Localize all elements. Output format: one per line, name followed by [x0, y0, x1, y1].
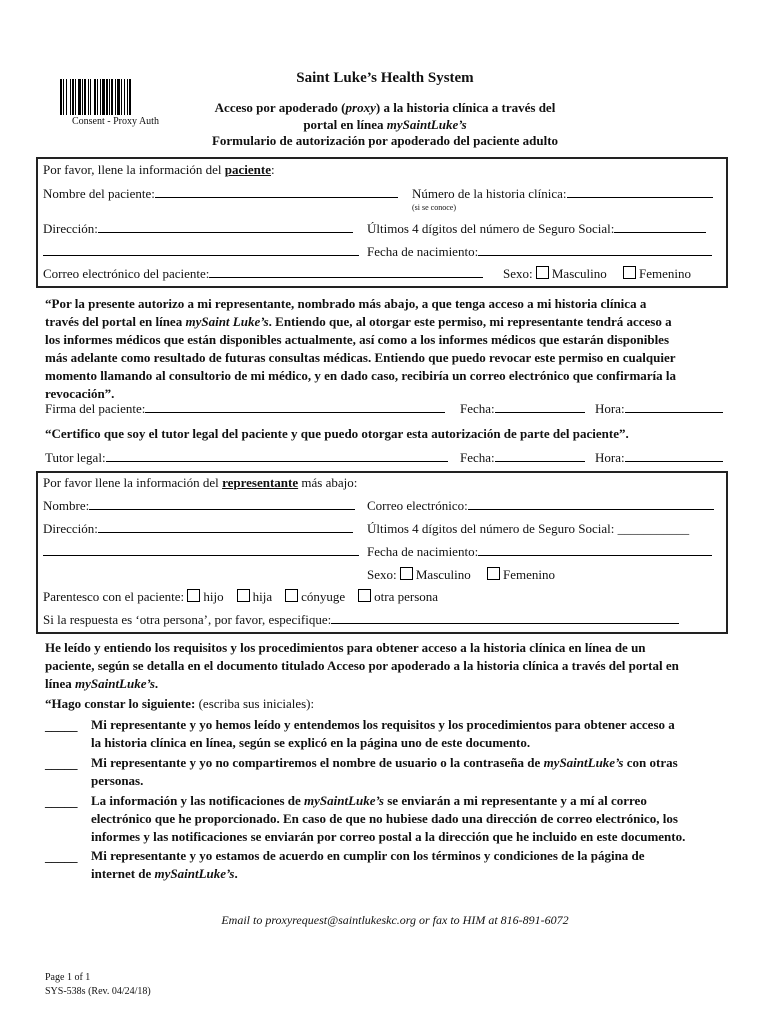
guardian-field[interactable]: Tutor legal: — [45, 450, 448, 466]
relationship-field: Parentesco con el paciente: hijo hija cónyuge otra persona — [43, 589, 439, 604]
acknowledgement-statement: He leído y entiendo los requisitos y los procedimientos para obtener acceso a la historia clínica en línea de un paciente, según se detalla en el documento titulado Acceso por apoderado a la historia clínica a través del portal en línea mySaintLuke’s. — [45, 640, 679, 691]
representative-address-field[interactable]: Dirección: — [43, 521, 353, 537]
patient-address-line2[interactable] — [43, 244, 359, 260]
form-title-line2: portal en línea mySaintLuke’s — [303, 117, 467, 132]
guardian-statement: “Certifico que soy el tutor legal del paciente y que puedo otorgar esta autorización de parte del paciente”. — [45, 426, 629, 441]
contact-info: Email to proxyrequest@saintlukeskc.org or fax to HIM at 816-891-6072 — [221, 913, 569, 927]
form-title-line1: Acceso por apoderado (proxy) a la historia clínica a través del — [214, 100, 556, 115]
patient-dob-field[interactable]: Fecha de nacimiento: — [367, 244, 712, 260]
patient-intro: Por favor, llene la información del paciente: — [43, 162, 275, 177]
signature-time-field[interactable]: Hora: — [595, 401, 723, 417]
representative-ssn-field[interactable]: Últimos 4 dígitos del número de Seguro Social: ___________ — [367, 521, 690, 536]
page-number: Page 1 of 1 — [45, 972, 91, 983]
patient-email-field[interactable]: Correo electrónico del paciente: — [43, 266, 483, 282]
rep-sex-female-checkbox[interactable] — [487, 567, 500, 580]
representative-dob-field[interactable]: Fecha de nacimiento: — [367, 544, 712, 560]
representative-name-field[interactable]: Nombre: — [43, 498, 355, 514]
medical-record-field[interactable]: Número de la historia clínica: — [412, 186, 713, 202]
initials-instruction: “Hago constar lo siguiente: (escriba sus iniciales): — [45, 696, 315, 711]
form-title-line3: Formulario de autorización por apoderado del paciente adulto — [211, 133, 559, 148]
initials-blank-3[interactable]: _____ — [45, 794, 78, 809]
guardian-time-field[interactable]: Hora: — [595, 450, 723, 466]
other-relation-field[interactable]: Si la respuesta es ‘otra persona’, por favor, especifique: — [43, 612, 679, 628]
patient-name-field[interactable]: Nombre del paciente: — [43, 186, 398, 202]
ack-item-4: Mi representante y yo estamos de acuerdo en cumplir con los términos y condiciones de la página de internet de mySaintLuke’s. — [91, 848, 645, 881]
if-known-note: (si se conoce) — [412, 203, 456, 212]
relation-daughter-checkbox[interactable] — [237, 589, 250, 602]
authorization-statement: “Por la presente autorizo a mi representante, nombrado más abajo, a que tenga acceso a mi historia clínica a través del portal en línea mySaint Luke’s. Entiendo que, al otorgar este permiso, mi representante tendrá acceso a los informes médicos que están disponibles actualmente, así como a los informes médicos que estarán disponibles más adelante como resultado de futuras consultas médicas. Entiendo que puedo revocar este permiso en cualquier momento llamando al consultorio de mi médico, y en dado caso, recibiría un correo electrónico que confirmaría la revocación”. — [45, 296, 677, 401]
initials-blank-2[interactable]: _____ — [45, 756, 78, 771]
relation-spouse-checkbox[interactable] — [285, 589, 298, 602]
relation-other-checkbox[interactable] — [358, 589, 371, 602]
sex-female-checkbox[interactable] — [623, 266, 636, 279]
barcode-caption: Consent - Proxy Auth — [72, 116, 159, 127]
form-id: SYS-538s (Rev. 04/24/18) — [45, 986, 151, 997]
representative-intro: Por favor llene la información del representante más abajo: — [43, 475, 358, 490]
representative-address-line2[interactable] — [43, 544, 359, 560]
ack-item-3: La información y las notificaciones de mySaintLuke’s se enviarán a mi representante y a mí al correo electrónico que he proporcionado. En caso de que no hubiese dado una dirección de correo electrónico, los informes y las notificaciones se enviarán por correo postal a la dirección que he incluido en este documento. — [91, 793, 686, 844]
patient-address-field[interactable]: Dirección: — [43, 221, 353, 237]
ack-item-1: Mi representante y yo hemos leído y entendemos los requisitos y los procedimientos para obtener acceso a la historia clínica en línea, según se explicó en la página uno de este documento. — [91, 717, 675, 750]
relation-son-checkbox[interactable] — [187, 589, 200, 602]
sex-male-checkbox[interactable] — [536, 266, 549, 279]
signature-date-field[interactable]: Fecha: — [460, 401, 585, 417]
representative-sex-field: Sexo: Masculino Femenino — [367, 567, 556, 582]
patient-sex-field: Sexo: Masculino Femenino — [503, 266, 692, 281]
guardian-date-field[interactable]: Fecha: — [460, 450, 585, 466]
representative-email-field[interactable]: Correo electrónico: — [367, 498, 714, 514]
initials-blank-1[interactable]: _____ — [45, 718, 78, 733]
organization-name: Saint Luke’s Health System — [296, 70, 474, 86]
patient-ssn-field[interactable]: Últimos 4 dígitos del número de Seguro Social: — [367, 221, 706, 237]
patient-signature-field[interactable]: Firma del paciente: — [45, 401, 445, 417]
ack-item-2: Mi representante y yo no compartiremos el nombre de usuario o la contraseña de mySaintLuke’s con otras personas. — [91, 755, 678, 788]
rep-sex-male-checkbox[interactable] — [400, 567, 413, 580]
initials-blank-4[interactable]: _____ — [45, 849, 78, 864]
